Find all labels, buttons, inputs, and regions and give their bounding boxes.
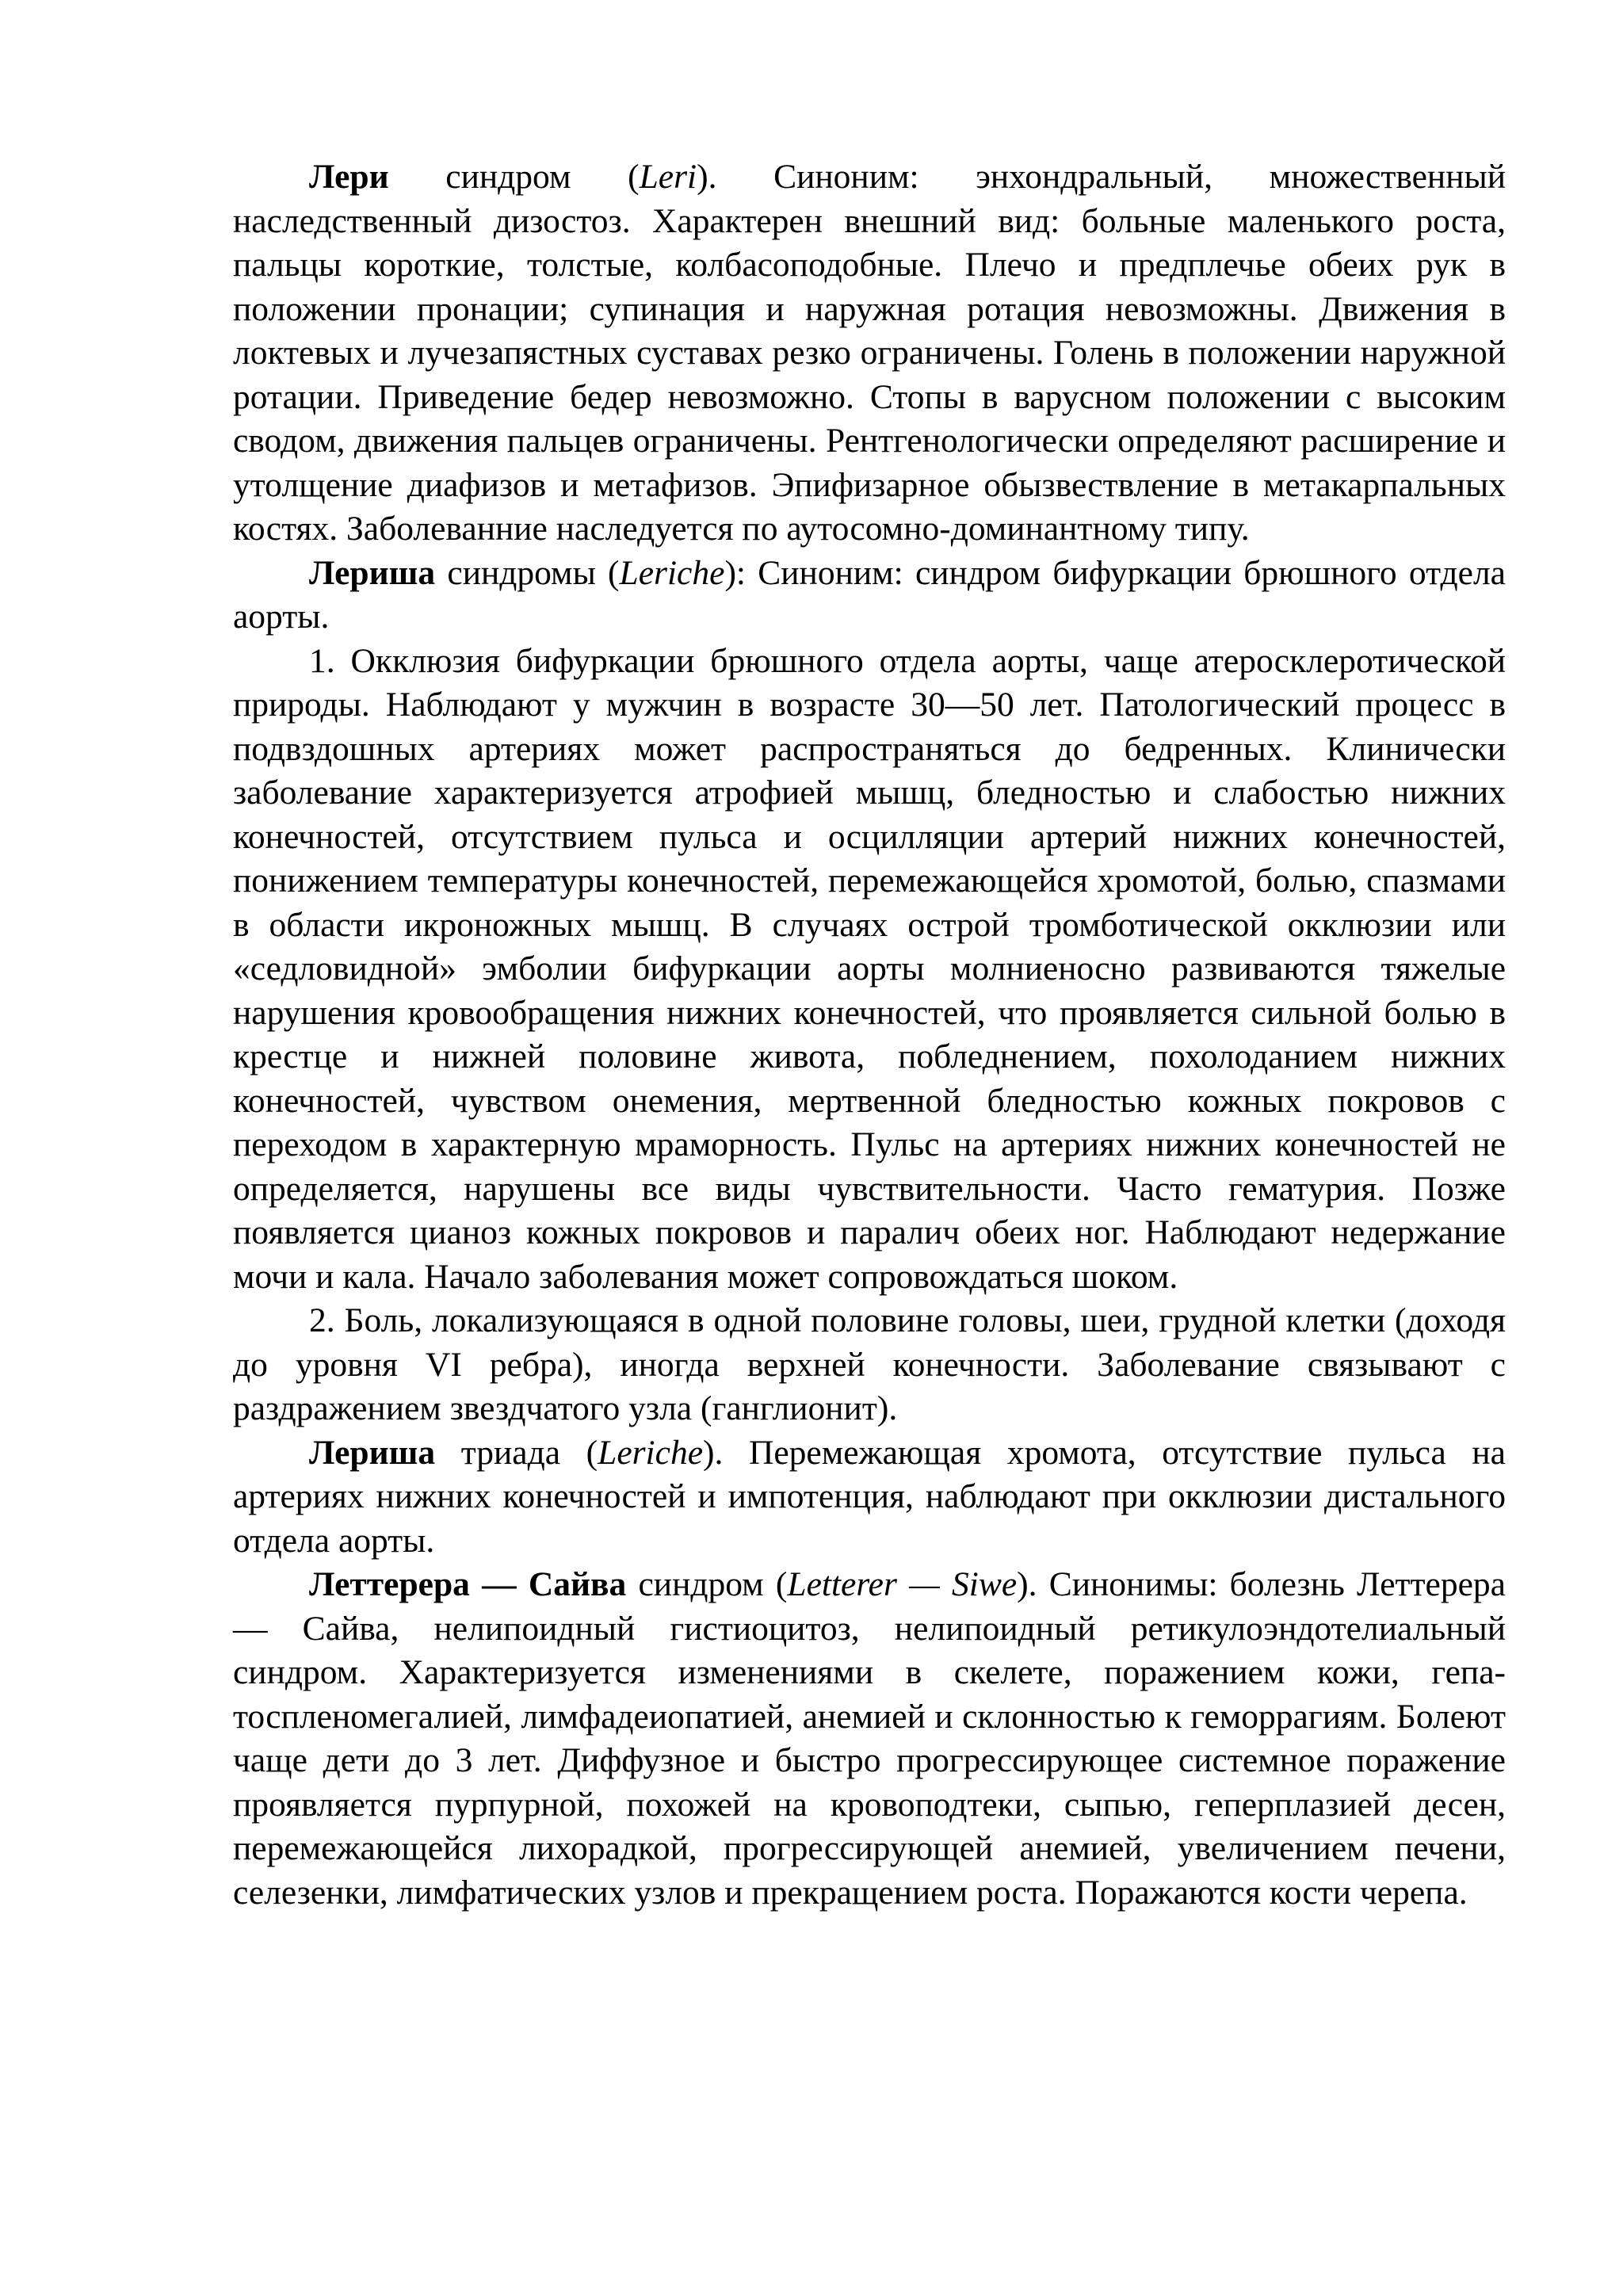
entry-kind: синдромы ( — [435, 553, 620, 592]
entry-latin-name: Letterer — Siwe — [787, 1565, 1018, 1603]
entry-latin-name: Leriche — [619, 553, 725, 592]
entry-kind: синдром ( — [388, 158, 640, 196]
entry-list-item-2: 2. Боль, локализующаяся в одной половине головы, шеи, грудной клетки (доходя до уровня VI ребра), иногда верхней конечности. Заболевание связывают с раздражением звездчатого узла (ганглионит). — [233, 1301, 1506, 1427]
entry-text: ). Перемежающая хромота, отсутствие пульса на артериях нижних конечностей и импотенция, наблюдают при окклюзии дистального отдела аорты. — [233, 1433, 1506, 1560]
entry-latin-name: Leriche — [598, 1433, 704, 1472]
entry-lerish-triad — [233, 1431, 1506, 1564]
entry-text: ). Синоним: энхондральный, множественный наследственный дизостоз. Характерен внешний вид: больные маленького роста, пальцы короткие, толстые, колбасоподобные. Плечо и предплечье обеих рук в положении пронации; супинация и наружная ротация невозможны. Движения в локтевых и лучезапястных суставах резко ограничены. Голень в положении наружной ротации. Приведение бедер невозможно. Стопы в варусном положении с высоким сводом, движения пальцев ограничены. Рентгенологически определяют расширение и утолщение диафизов и метафизов. Эпифизарное обызвествление в метакарпальных костях. Заболеванние наследуется по аутосомно-доминантному типу. — [233, 158, 1506, 548]
entry-leri — [233, 155, 1506, 552]
entry-text: ). Синонимы: болезнь Леттерера — Сайва, нелипоидный гистиоцитоз, нелипоидный ретикулоэндотелиальный синдром. Характеризуется изменениями в скелете, поражением кожи, гепа-тоспленомегалией, лимфадеиопатией, анемией и склонностью к геморрагиям. Болеют чаще дети до 3 лет. Диффузное и быстро прогрессирующее системное поражение проявляется пурпурной, похожей на кровоподтеки, сыпью, геперплазией десен, перемежающейся лихорадкой, прогрессирующей анемией, увеличением печени, селезенки, лимфатических узлов и прекращением роста. Поражаются кости черепа. — [233, 1565, 1506, 1912]
entry-term: Лериша — [309, 1433, 436, 1472]
entry-text: ): Синоним: синдром бифуркации брюшного отдела аорты. — [233, 553, 1506, 636]
entry-list-item-1: 1. Окклюзия бифуркации брюшного отдела аорты, чаще атеросклеротической природы. Наблюдают у мужчин в возрасте 30—50 лет. Патологический процесс в подвздошных артериях может распространяться до бедренных. Клинически заболевание характеризуется атрофией мышц, бледностью и слабостью нижних конечностей, отсутствием пульса и осцилляции артерий нижних конечностей, понижением температуры конечностей, перемежающейся хромотой, болью, спазмами в области икроножных мышц. В случаях острой тромботической окклюзии или «седловидной» эмболии бифуркации аорты молниеносно развиваются тяжелые нарушения кровообращения нижних конечностей, что проявляется сильной болью в крестце и нижней половине живота, побледнением, похолоданием нижних конечностей, чувством онемения, мертвенной бледностью кожных покровов с переходом в характерную мраморность. Пульс на артериях нижних конечностей не определяется, нарушены все виды чувствительности. Часто гематурия. Позже появляется цианоз кожных покровов и паралич обеих ног. Наблюдают недержание мочи и кала. Начало заболевания может сопровождаться шоком. — [233, 641, 1506, 1296]
entry-term: Лери — [309, 158, 389, 196]
entry-letterer-siwe — [233, 1563, 1506, 1915]
entry-term: Леттерера — Сайва — [309, 1565, 627, 1603]
entry-lerish-syndromes — [233, 552, 1506, 640]
document-page — [233, 155, 1506, 1915]
entry-kind: триада ( — [435, 1433, 598, 1472]
entry-kind: синдром ( — [626, 1565, 788, 1603]
entry-latin-name: Leri — [639, 158, 697, 196]
entry-term: Лериша — [309, 553, 436, 592]
